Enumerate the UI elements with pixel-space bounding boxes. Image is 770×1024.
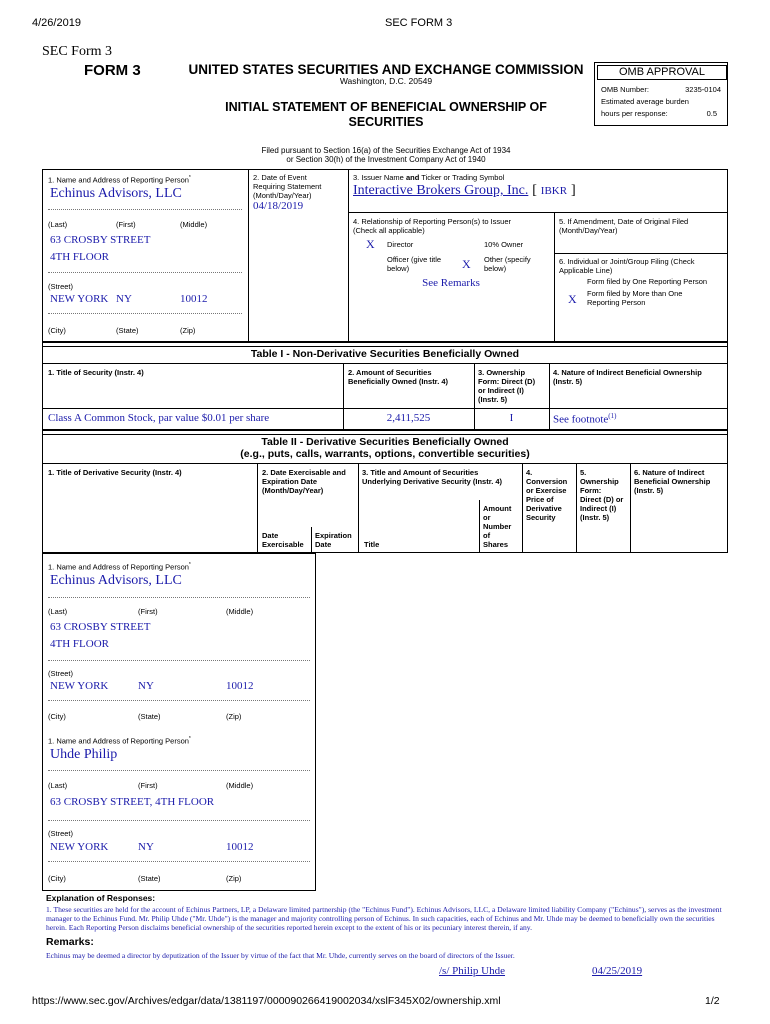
person2-city-label: (City) bbox=[48, 712, 66, 721]
table2-title-line2: (e.g., puts, calls, warrants, options, convertible securities) bbox=[240, 448, 530, 460]
print-page-count: 1/2 bbox=[705, 995, 720, 1007]
box1-name: Echinus Advisors, LLC bbox=[50, 186, 182, 201]
table1-col1: 1. Title of Security (Instr. 4) bbox=[48, 368, 144, 377]
table1-title: Table I - Non-Derivative Securities Beneficially Owned bbox=[250, 348, 520, 360]
box1-street-label: (Street) bbox=[48, 282, 74, 291]
omb-burden-label: Estimated average burden bbox=[601, 97, 689, 106]
table2-col6: 6. Nature of Indirect Beneficial Ownership (Instr. 5) bbox=[634, 468, 711, 495]
table2-col4: 4. Conversion or Exercise Price of Derivative Security bbox=[526, 468, 568, 522]
person2-city: NEW YORK bbox=[50, 680, 109, 692]
box1-state-label: (State) bbox=[116, 326, 139, 335]
box1-label: 1. Name and Address of Reporting Person* bbox=[48, 175, 191, 185]
person3-state: NY bbox=[138, 841, 154, 853]
table2-col3: 3. Title and Amount of Securities Underlying Derivative Security (Instr. 4) bbox=[362, 468, 503, 486]
omb-approval-box bbox=[594, 62, 728, 126]
box1-zip: 10012 bbox=[180, 293, 208, 305]
director-label: Director bbox=[387, 240, 414, 249]
box2-label: 2. Date of Event Requiring Statement (Month/Day/Year) bbox=[253, 173, 322, 200]
person3-state-label: (State) bbox=[138, 874, 161, 883]
person2-street-label: (Street) bbox=[48, 669, 74, 678]
form-number: FORM 3 bbox=[84, 62, 141, 79]
omb-title: OMB APPROVAL bbox=[597, 65, 727, 80]
table1-col2: 2. Amount of Securities Beneficially Owned (Instr. 4) bbox=[348, 368, 449, 386]
remarks-text: Echinus may be deemed a director by deputization of the Issuer by virtue of the fact that Mr. Uhde, currently serves on the board of directors of the Issuer. bbox=[46, 951, 515, 960]
table2-title-line1: Table II - Derivative Securities Beneficially Owned bbox=[261, 436, 509, 448]
other-label: Other (specify below) bbox=[484, 255, 531, 273]
box5-label: 5. If Amendment, Date of Original Filed (Month/Day/Year) bbox=[559, 217, 689, 235]
agency-title: UNITED STATES SECURITIES AND EXCHANGE COMMISSION bbox=[188, 62, 584, 77]
person3-city-label: (City) bbox=[48, 874, 66, 883]
box1-middle-label: (Middle) bbox=[180, 220, 208, 229]
table1-col4: 4. Nature of Indirect Beneficial Ownership (Instr. 5) bbox=[553, 368, 702, 386]
signature: /s/ Philip Uhde bbox=[439, 965, 506, 977]
person2-label: 1. Name and Address of Reporting Person* bbox=[48, 562, 191, 572]
table2-col1: 1. Title of Derivative Security (Instr. 4) bbox=[48, 468, 182, 477]
person2-first-label: (First) bbox=[138, 607, 158, 616]
table2-col2: 2. Date Exercisable and Expiration Date (Month/Day/Year) bbox=[262, 468, 346, 495]
signature-date: 04/25/2019 bbox=[592, 965, 643, 977]
person2-state: NY bbox=[138, 680, 154, 692]
box1-last-label: (Last) bbox=[48, 220, 68, 229]
table1-row-title: Class A Common Stock, par value $0.01 per share bbox=[48, 412, 270, 424]
one-person-label: Form filed by One Reporting Person bbox=[587, 277, 708, 286]
person3-street1: 63 CROSBY STREET, 4TH FLOOR bbox=[50, 796, 215, 808]
box2-date: 04/18/2019 bbox=[253, 200, 304, 212]
person2-street2: 4TH FLOOR bbox=[50, 638, 109, 650]
more-person-check: X bbox=[568, 292, 577, 306]
table1-row-amount: 2,411,525 bbox=[386, 412, 431, 424]
table2-col5: 5. Ownership Form: Direct (D) or Indirect (I) (Instr. 5) bbox=[580, 468, 624, 522]
box4-label: 4. Relationship of Reporting Person(s) to Issuer (Check all applicable) bbox=[353, 217, 511, 235]
table1-row-form: I bbox=[509, 412, 514, 424]
sec-form-label: SEC Form 3 bbox=[42, 44, 113, 59]
omb-number-value: 3235-0104 bbox=[685, 85, 721, 94]
other-check: X bbox=[462, 257, 471, 271]
explanation-title: Explanation of Responses: bbox=[46, 893, 156, 903]
explanation-text: 1. These securities are held for the account of Echinus Partners, LP, a Delaware limited partnership (the "Echinus Fund"). Echinus Advisors, LLC, a Delaware limited liability Company ("Echinus"), serves as the investment manager to the Echinus Fund. Mr. Philip Uhde ("Mr. Uhde") is the manager and majority controlling person of Echinus. In such capacities, each of Echinus and Mr. Uhde may be deemed to beneficially own the securities herein. Each Reporting Person disclaims beneficial ownership of the securities reported herein except to the extent of his or its pecuniary interest therein, if any. bbox=[46, 905, 722, 932]
table2-col3-sub-title: Title bbox=[364, 540, 380, 549]
table1-col3: 3. Ownership Form: Direct (D) or Indirect (I) (Instr. 5) bbox=[478, 368, 536, 404]
person3-name: Uhde Philip bbox=[50, 747, 118, 762]
print-title: SEC FORM 3 bbox=[385, 17, 453, 29]
table2-col3-sub-amount: Amount or Number of Shares bbox=[483, 504, 512, 549]
filed-pursuant-line2: or Section 30(h) of the Investment Company Act of 1940 bbox=[286, 155, 486, 164]
box1-state: NY bbox=[116, 293, 132, 305]
box1-first-label: (First) bbox=[116, 220, 136, 229]
officer-label: Officer (give title below) bbox=[387, 255, 442, 273]
filed-pursuant-line1: Filed pursuant to Section 16(a) of the Securities Exchange Act of 1934 bbox=[261, 146, 511, 155]
omb-hours-label: hours per response: bbox=[601, 109, 668, 118]
box1-zip-label: (Zip) bbox=[180, 326, 196, 335]
person2-street1: 63 CROSBY STREET bbox=[50, 621, 151, 633]
agency-location: Washington, D.C. 20549 bbox=[339, 76, 433, 86]
table2-col2-sub1: Date Exercisable bbox=[262, 531, 304, 549]
person2-zip-label: (Zip) bbox=[226, 712, 242, 721]
person2-zip: 10012 bbox=[226, 680, 254, 692]
person3-last-label: (Last) bbox=[48, 781, 68, 790]
person3-city: NEW YORK bbox=[50, 841, 109, 853]
omb-hours-value: 0.5 bbox=[706, 109, 717, 118]
table1-row-nature: See footnote$^{(1)}$ bbox=[553, 412, 617, 426]
box6-label: 6. Individual or Joint/Group Filing (Check Applicable Line) bbox=[559, 257, 695, 275]
box1-city-label: (City) bbox=[48, 326, 66, 335]
person2-middle-label: (Middle) bbox=[226, 607, 254, 616]
print-date: 4/26/2019 bbox=[32, 17, 81, 29]
omb-number-label: OMB Number: bbox=[601, 85, 649, 94]
person2-name: Echinus Advisors, LLC bbox=[50, 573, 182, 588]
form-title-line2: SECURITIES bbox=[348, 115, 424, 129]
form-title-line1: INITIAL STATEMENT OF BENEFICIAL OWNERSHIP OF bbox=[225, 100, 547, 114]
person2-state-label: (State) bbox=[138, 712, 161, 721]
more-person-label: Form filed by More than One Reporting Person bbox=[587, 289, 683, 307]
print-url: https://www.sec.gov/Archives/edgar/data/1381197/000090266419002034/xslF345X02/ownership.xml bbox=[32, 995, 501, 1007]
person3-middle-label: (Middle) bbox=[226, 781, 254, 790]
person3-zip: 10012 bbox=[226, 841, 254, 853]
person3-label: 1. Name and Address of Reporting Person* bbox=[48, 736, 191, 746]
remarks-title: Remarks: bbox=[46, 936, 94, 948]
box1-street1: 63 CROSBY STREET bbox=[50, 234, 151, 246]
box3-label: 3. Issuer Name and Ticker or Trading Symbol bbox=[353, 173, 505, 182]
box1-street2: 4TH FLOOR bbox=[50, 251, 109, 263]
director-check: X bbox=[366, 237, 375, 251]
person3-first-label: (First) bbox=[138, 781, 158, 790]
ten-percent-label: 10% Owner bbox=[484, 240, 524, 249]
box3-issuer: Interactive Brokers Group, Inc. [ IBKR ] bbox=[353, 183, 576, 198]
box4-remarks: See Remarks bbox=[422, 277, 480, 289]
person3-street-label: (Street) bbox=[48, 829, 74, 838]
person3-zip-label: (Zip) bbox=[226, 874, 242, 883]
table2-col2-sub2: Expiration Date bbox=[315, 531, 352, 549]
box1-city: NEW YORK bbox=[50, 293, 109, 305]
person2-last-label: (Last) bbox=[48, 607, 68, 616]
